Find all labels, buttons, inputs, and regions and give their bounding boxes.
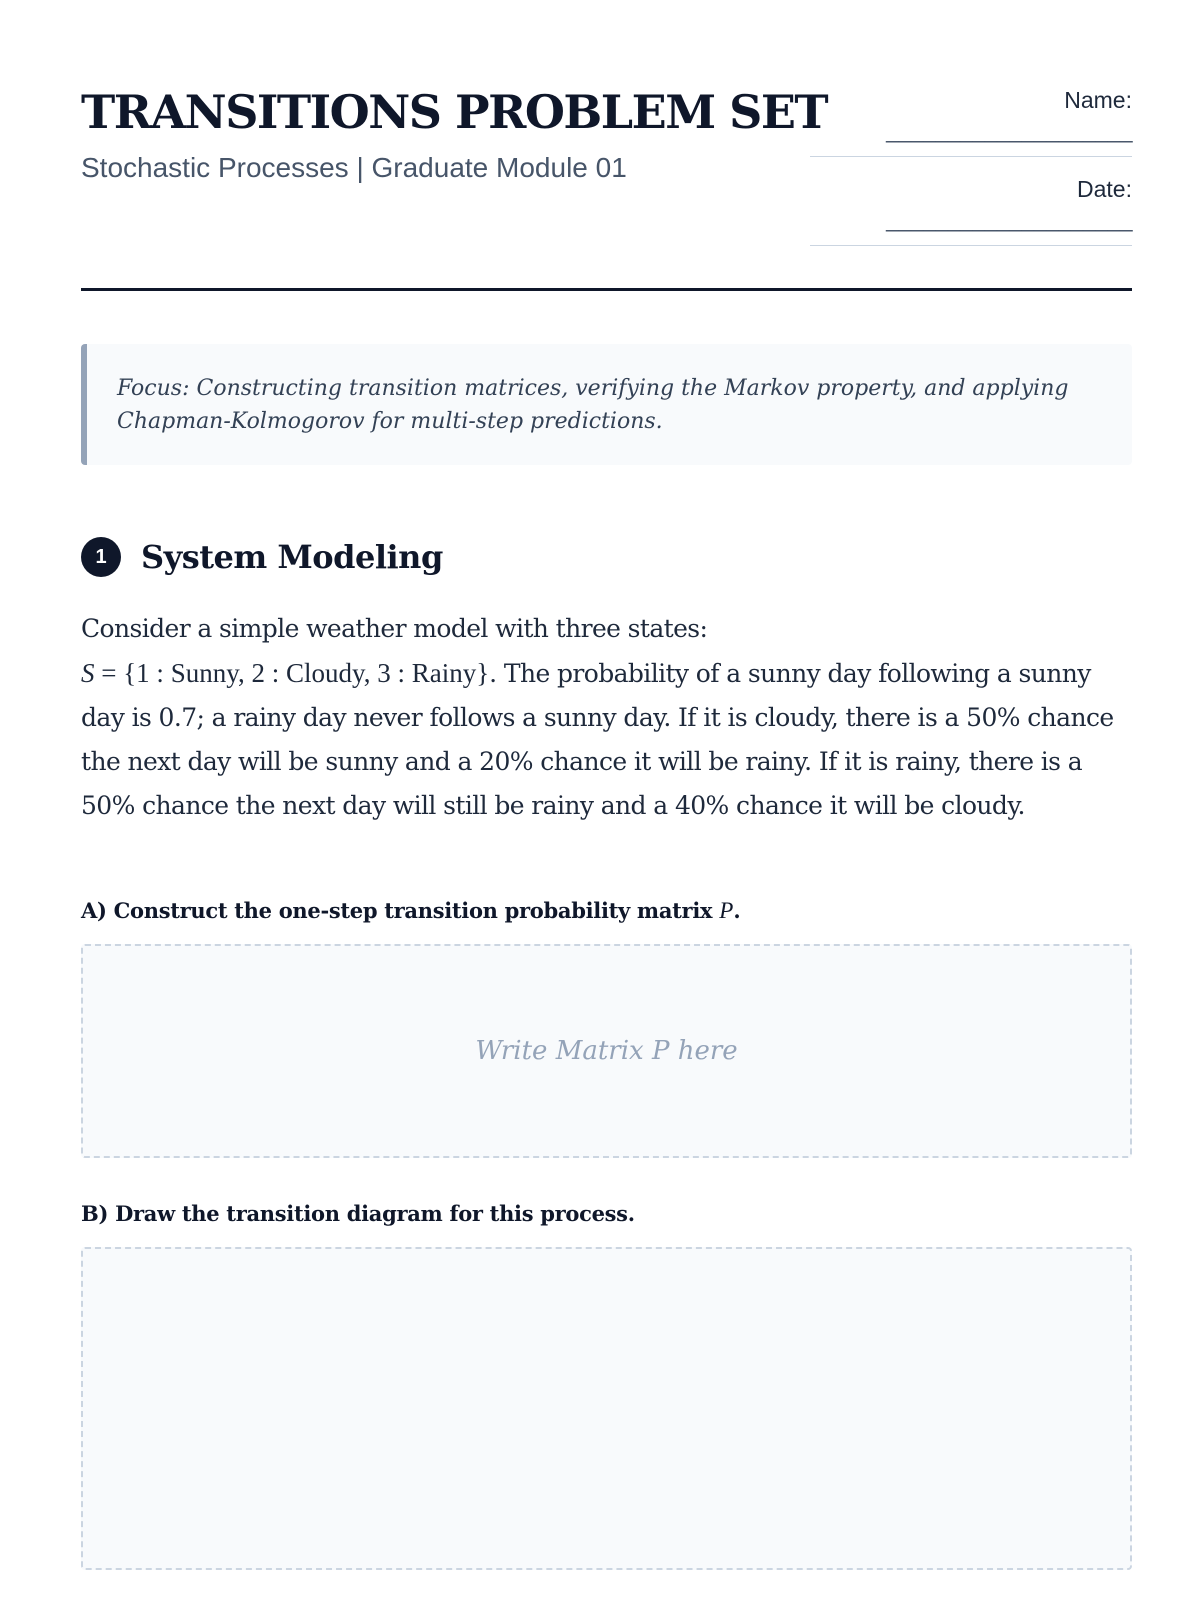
date-label: Date:: [1077, 176, 1132, 202]
state-space-symbol: S: [81, 658, 95, 688]
problem-statement: [81, 607, 1132, 828]
date-field[interactable]: [810, 173, 1132, 246]
worksheet-header: [81, 78, 1132, 291]
name-blank-line: ____________________: [886, 117, 1132, 143]
matrix-placeholder: Write Matrix P here: [475, 1036, 738, 1066]
problem-text: . The probability of a sunny day following a sunny day is 0.7; a rainy day never follows a sunny day. If it is cloudy, there is a 50% chance the next day will be sunny and a 20% chance it will be rainy. If it is rainy, there is a 50% chance the next day will still be rainy and a 40% chance it will be cloudy.: [81, 659, 1114, 820]
problem-intro: Consider a simple weather model with three states:: [81, 614, 708, 643]
worksheet-page: [81, 0, 1132, 1600]
matrix-answer-box[interactable]: [81, 944, 1132, 1158]
page-title: TRANSITIONS PROBLEM SET: [81, 85, 828, 139]
state-space-math: [81, 658, 489, 688]
section-title: System Modeling: [141, 538, 443, 576]
name-label: Name:: [1064, 87, 1132, 113]
question-b-label: B) Draw the transition diagram for this process.: [81, 1201, 635, 1226]
matrix-symbol: P: [719, 898, 734, 923]
section-heading: [81, 533, 443, 581]
question-a-suffix: .: [733, 898, 741, 923]
focus-callout: Focus: Constructing transition matrices, verifying the Markov property, and applying Chapman-Kolmogorov for multi-step predictions.: [81, 344, 1132, 465]
name-field[interactable]: [810, 84, 1132, 157]
question-a-text: A) Construct the one-step transition probability matrix: [81, 898, 713, 923]
section-number-badge: 1: [81, 537, 121, 577]
date-blank-line: ____________________: [886, 206, 1132, 232]
question-a-label: [81, 898, 740, 924]
state-space-definition: = {1 : Sunny, 2 : Cloudy, 3 : Rainy}: [94, 658, 490, 688]
diagram-answer-box[interactable]: [81, 1247, 1132, 1570]
page-subtitle: Stochastic Processes | Graduate Module 01: [81, 152, 627, 183]
